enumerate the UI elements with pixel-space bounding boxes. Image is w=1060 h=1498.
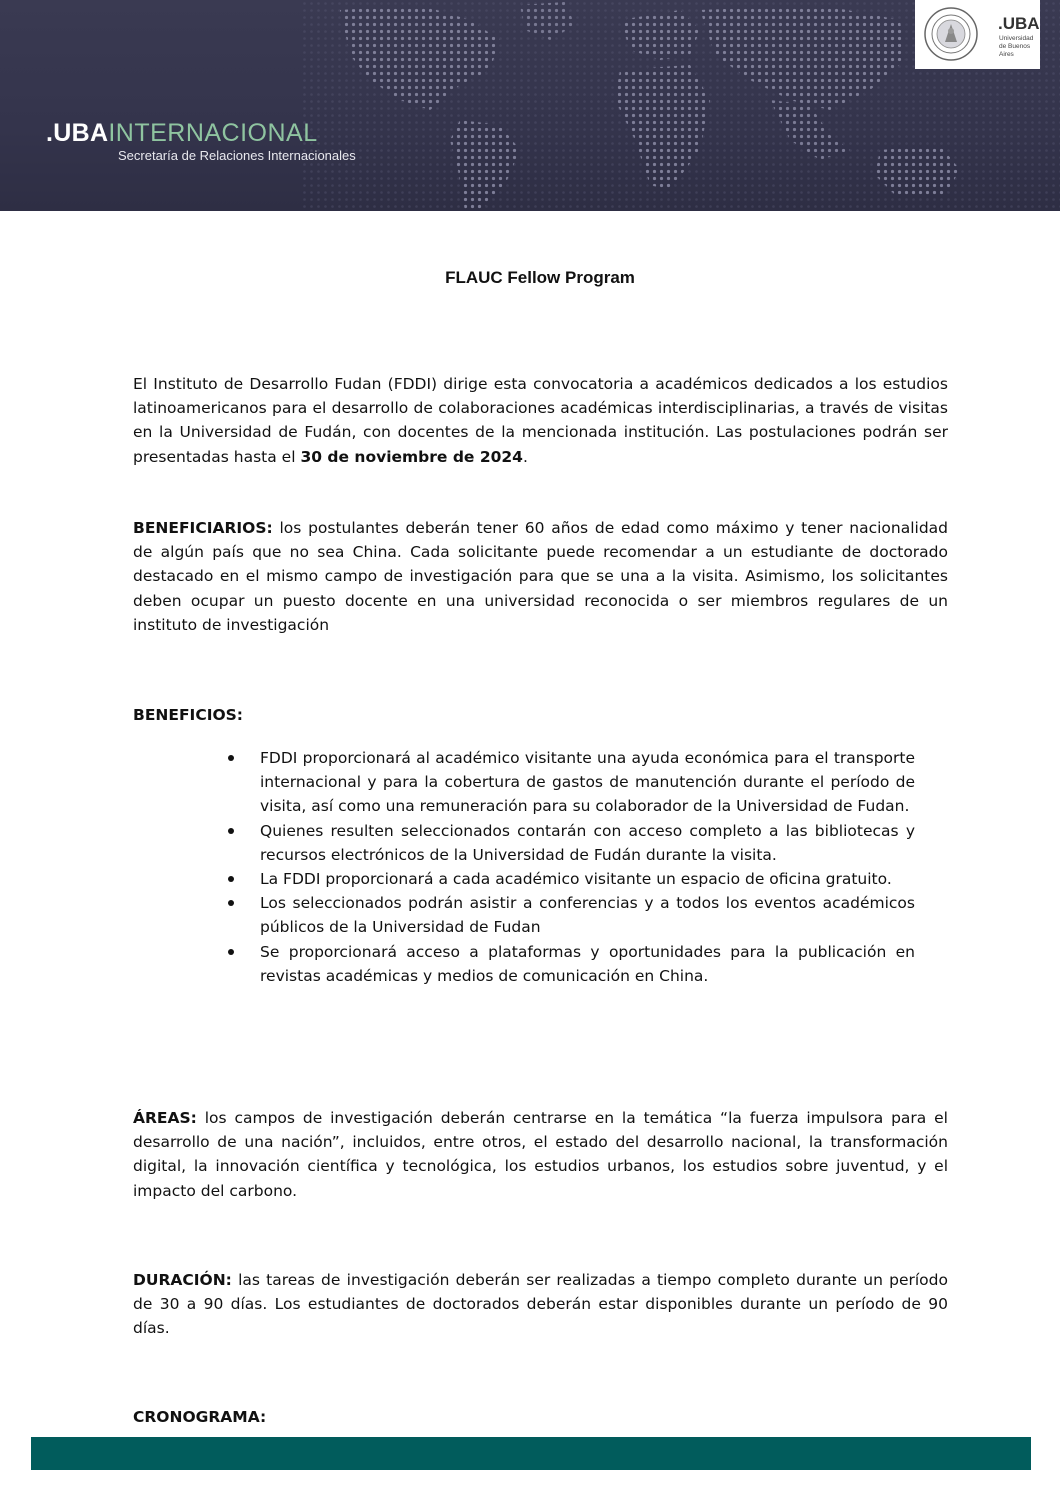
bullet-icon <box>228 876 234 882</box>
beneficiarios-label: BENEFICIARIOS: <box>133 519 273 537</box>
brand-internacional: INTERNACIONAL <box>108 119 318 147</box>
deadline-date: 30 de noviembre de 2024 <box>300 447 523 466</box>
list-item-text: Quienes resulten seleccionados contarán con acceso completo a las bibliotecas y recursos electrónicos de la Universidad de Fudán durante la visita. <box>260 821 915 864</box>
list-item <box>225 891 915 939</box>
brand-title <box>46 118 356 148</box>
areas-label: ÁREAS: <box>133 1109 197 1127</box>
beneficios-label: BENEFICIOS: <box>133 706 243 724</box>
duracion-paragraph <box>133 1268 948 1341</box>
intro-text: El Instituto de Desarrollo Fudan (FDDI) dirige esta convocatoria a académicos dedicados a los estudios latinoamericanos para el desarrollo de colaboraciones académicas interdisciplinarias, a través de visitas en la Universidad de Fudán, con docentes de la mencionada institución. Las postulaciones podrán ser presentadas hasta el <box>133 375 948 466</box>
intro-end: . <box>522 447 528 466</box>
list-item-text: Se proporcionará acceso a plataformas y oportunidades para la publicación en revistas académicas y medios de comunicación en China. <box>260 942 915 985</box>
duracion-label: DURACIÓN: <box>133 1271 232 1289</box>
beneficiarios-text: los postulantes deberán tener 60 años de edad como máximo y tener nacionalidad de algún país que no sea China. Cada solicitante puede recomendar a un estudiante de doctorado destacado en el mismo campo de investigación para que se una a la visita. Asimismo, los solicitantes deben ocupar un puesto docente en una universidad reconocida o ser miembros regulares de un instituto de investigación <box>133 519 948 634</box>
bullet-icon <box>228 828 234 834</box>
list-item-text: Los seleccionados podrán asistir a conferencias y a todos los eventos académicos públicos de la Universidad de Fudan <box>260 894 915 937</box>
cronograma-label: CRONOGRAMA: <box>133 1408 267 1426</box>
world-map-icon <box>0 0 1060 211</box>
uba-logo-box <box>915 0 1040 69</box>
document-title: FLAUC Fellow Program <box>445 268 635 287</box>
list-item <box>225 867 915 891</box>
university-seal-icon <box>923 6 979 62</box>
list-item <box>225 819 915 867</box>
list-item <box>225 746 915 819</box>
beneficios-list <box>225 746 915 988</box>
bullet-icon <box>228 949 234 955</box>
list-item-text: La FDDI proporcionará a cada académico visitante un espacio de oficina gratuito. <box>260 870 892 889</box>
areas-text: los campos de investigación deberán centrarse en la temática “la fuerza impulsora para el desarrollo de una nación”, incluidos, entre otros, el estado del desarrollo nacional, la transformación digital, la innovación científica y tecnológica, los estudios urbanos, los estudios sobre juventud, y el impacto del carbono. <box>133 1109 948 1200</box>
bullet-icon <box>228 755 234 761</box>
uba-logo-subtitle: Universidad de Buenos Aires <box>999 35 1034 58</box>
areas-paragraph <box>133 1106 948 1203</box>
list-item-text: FDDI proporcionará al académico visitante una ayuda económica para el transporte internacional y para la cobertura de gastos de manutención durante el período de visita, así como una remuneración para su colaborador de la Universidad de Fudan. <box>260 749 915 816</box>
uba-internacional-brand <box>46 118 356 163</box>
beneficiarios-paragraph <box>133 516 948 637</box>
brand-subtitle: Secretaría de Relaciones Internacionales <box>118 148 356 163</box>
brand-uba: .UBA <box>46 119 109 147</box>
bullet-icon <box>228 900 234 906</box>
footer-bar <box>31 1437 1031 1470</box>
intro-paragraph <box>133 372 948 469</box>
list-item <box>225 940 915 988</box>
duracion-text: las tareas de investigación deberán ser realizadas a tiempo completo durante un período de 30 a 90 días. Los estudiantes de doctorados deberán estar disponibles durante un período de 90 días. <box>133 1271 948 1338</box>
uba-logo-text: .UBA <box>998 14 1040 33</box>
header-banner <box>0 0 1060 211</box>
